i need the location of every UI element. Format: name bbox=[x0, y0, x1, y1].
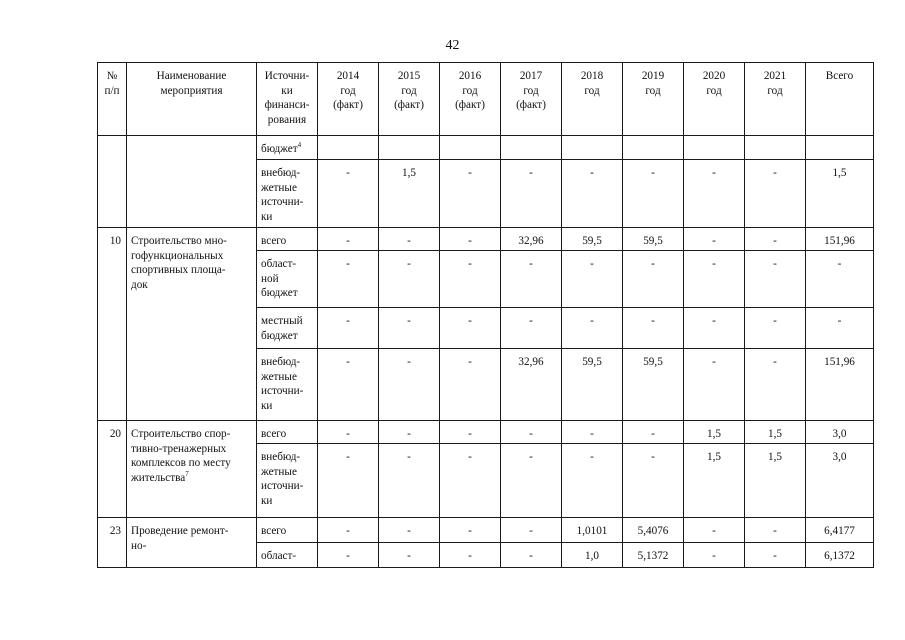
year-value: - bbox=[623, 308, 684, 349]
header-year: 2019 год bbox=[623, 63, 684, 136]
year-value: - bbox=[745, 228, 806, 251]
year-value: - bbox=[684, 308, 745, 349]
year-value: 1,5 bbox=[684, 421, 745, 444]
financing-source bbox=[257, 421, 318, 444]
year-value: - bbox=[623, 251, 684, 308]
financing-source bbox=[257, 518, 318, 543]
year-value: - bbox=[623, 421, 684, 444]
financing-source bbox=[257, 308, 318, 349]
row-number: 10 bbox=[98, 228, 127, 421]
year-value: - bbox=[318, 543, 379, 568]
year-value: - bbox=[745, 251, 806, 308]
year-value: - bbox=[318, 160, 379, 228]
table-row bbox=[98, 421, 874, 444]
year-value: - bbox=[440, 160, 501, 228]
activity-name bbox=[127, 421, 257, 518]
financing-source bbox=[257, 228, 318, 251]
table-row bbox=[98, 518, 874, 543]
financing-source-text: област- ной бюджет bbox=[261, 258, 298, 299]
financing-source bbox=[257, 349, 318, 421]
year-value: - bbox=[684, 543, 745, 568]
year-value: 1,0101 bbox=[562, 518, 623, 543]
year-value: - bbox=[318, 349, 379, 421]
year-value: 5,1372 bbox=[623, 543, 684, 568]
year-value: - bbox=[440, 349, 501, 421]
year-value bbox=[379, 136, 440, 160]
year-value: 32,96 bbox=[501, 349, 562, 421]
year-value: - bbox=[501, 160, 562, 228]
year-value: - bbox=[379, 543, 440, 568]
total-value bbox=[806, 136, 874, 160]
financing-source-text: всего bbox=[261, 525, 287, 537]
table-row bbox=[98, 228, 874, 251]
year-value: - bbox=[501, 421, 562, 444]
year-value: 59,5 bbox=[623, 228, 684, 251]
header-year: 2021 год bbox=[745, 63, 806, 136]
year-value: - bbox=[745, 543, 806, 568]
footnote-marker: 7 bbox=[185, 469, 189, 478]
financing-source-text: област- bbox=[261, 550, 297, 562]
financing-table bbox=[97, 62, 874, 568]
year-value: - bbox=[318, 308, 379, 349]
row-number: 20 bbox=[98, 421, 127, 518]
year-value: - bbox=[440, 251, 501, 308]
activity-name-text: Строительство спор- тивно-тренажерных комплексов по месту жительства bbox=[131, 428, 231, 484]
year-value: - bbox=[440, 543, 501, 568]
year-value: - bbox=[745, 308, 806, 349]
total-value: 151,96 bbox=[806, 228, 874, 251]
financing-source bbox=[257, 543, 318, 568]
year-value: - bbox=[623, 444, 684, 518]
year-value: - bbox=[562, 421, 623, 444]
year-value: 59,5 bbox=[562, 349, 623, 421]
year-value: 1,5 bbox=[684, 444, 745, 518]
total-value: - bbox=[806, 308, 874, 349]
year-value: - bbox=[684, 349, 745, 421]
year-value: 1,5 bbox=[379, 160, 440, 228]
header-row bbox=[98, 63, 874, 136]
year-value: - bbox=[318, 228, 379, 251]
financing-source-text: внебюд- жетные источни- ки bbox=[261, 451, 304, 507]
year-value: - bbox=[623, 160, 684, 228]
financing-source bbox=[257, 136, 318, 160]
year-value bbox=[562, 136, 623, 160]
financing-source bbox=[257, 160, 318, 228]
year-value: - bbox=[684, 251, 745, 308]
year-value: - bbox=[501, 308, 562, 349]
year-value: - bbox=[318, 421, 379, 444]
year-value: - bbox=[440, 444, 501, 518]
footnote-marker: 4 bbox=[297, 141, 302, 149]
year-value: - bbox=[379, 228, 440, 251]
activity-name bbox=[127, 136, 257, 228]
activity-name bbox=[127, 518, 257, 568]
total-value: 1,5 bbox=[806, 160, 874, 228]
year-value: - bbox=[379, 349, 440, 421]
header-year: 2015 год (факт) bbox=[379, 63, 440, 136]
year-value: - bbox=[318, 251, 379, 308]
year-value: - bbox=[379, 444, 440, 518]
financing-source-text: бюджет bbox=[261, 143, 298, 155]
year-value: - bbox=[684, 228, 745, 251]
year-value bbox=[684, 136, 745, 160]
year-value: - bbox=[318, 518, 379, 543]
header-year: 2017 год (факт) bbox=[501, 63, 562, 136]
year-value: - bbox=[745, 349, 806, 421]
year-value: - bbox=[501, 543, 562, 568]
year-value: - bbox=[440, 421, 501, 444]
header-year: 2014 год (факт) bbox=[318, 63, 379, 136]
activity-name-text: Проведение ремонт- но- bbox=[131, 525, 229, 552]
header-year: 2016 год (факт) bbox=[440, 63, 501, 136]
financing-source-text: всего bbox=[261, 428, 287, 440]
year-value: 59,5 bbox=[562, 228, 623, 251]
total-value: - bbox=[806, 251, 874, 308]
header-year: 2020 год bbox=[684, 63, 745, 136]
year-value: - bbox=[318, 444, 379, 518]
financing-source bbox=[257, 444, 318, 518]
total-value: 3,0 bbox=[806, 444, 874, 518]
year-value: - bbox=[440, 228, 501, 251]
year-value: - bbox=[440, 518, 501, 543]
row-number: 23 bbox=[98, 518, 127, 568]
year-value: - bbox=[562, 251, 623, 308]
year-value: - bbox=[379, 308, 440, 349]
year-value: - bbox=[501, 444, 562, 518]
table-row bbox=[98, 136, 874, 160]
year-value: - bbox=[745, 160, 806, 228]
total-value: 6,4177 bbox=[806, 518, 874, 543]
year-value: - bbox=[562, 444, 623, 518]
financing-source-text: внебюд- жетные источни- ки bbox=[261, 167, 304, 223]
year-value bbox=[501, 136, 562, 160]
header-name: Наименование мероприятия bbox=[127, 63, 257, 136]
header-year: 2018 год bbox=[562, 63, 623, 136]
financing-source-text: местный бюджет bbox=[261, 315, 303, 342]
total-value: 6,1372 bbox=[806, 543, 874, 568]
year-value: - bbox=[379, 421, 440, 444]
row-number bbox=[98, 136, 127, 228]
year-value: - bbox=[562, 308, 623, 349]
header-num: № п/п bbox=[98, 63, 127, 136]
year-value: - bbox=[562, 160, 623, 228]
year-value bbox=[440, 136, 501, 160]
header-total: Всего bbox=[806, 63, 874, 136]
financing-source bbox=[257, 251, 318, 308]
year-value: 1,5 bbox=[745, 444, 806, 518]
activity-name-text: Строительство мно- гофункциональных спортивных площа- док bbox=[131, 235, 227, 291]
year-value: - bbox=[379, 518, 440, 543]
page-number: 42 bbox=[445, 38, 460, 53]
year-value: 32,96 bbox=[501, 228, 562, 251]
year-value bbox=[745, 136, 806, 160]
year-value: 1,0 bbox=[562, 543, 623, 568]
year-value bbox=[623, 136, 684, 160]
year-value: - bbox=[501, 518, 562, 543]
header-source: Источни- ки финанси- рования bbox=[257, 63, 318, 136]
year-value bbox=[318, 136, 379, 160]
year-value: - bbox=[745, 518, 806, 543]
financing-source-text: всего bbox=[261, 235, 287, 247]
year-value: - bbox=[501, 251, 562, 308]
total-value: 3,0 bbox=[806, 421, 874, 444]
year-value: 5,4076 bbox=[623, 518, 684, 543]
year-value: 59,5 bbox=[623, 349, 684, 421]
year-value: - bbox=[684, 518, 745, 543]
year-value: - bbox=[379, 251, 440, 308]
total-value: 151,96 bbox=[806, 349, 874, 421]
year-value: - bbox=[684, 160, 745, 228]
financing-source-text: внебюд- жетные источни- ки bbox=[261, 356, 304, 412]
activity-name bbox=[127, 228, 257, 421]
year-value: - bbox=[440, 308, 501, 349]
year-value: 1,5 bbox=[745, 421, 806, 444]
